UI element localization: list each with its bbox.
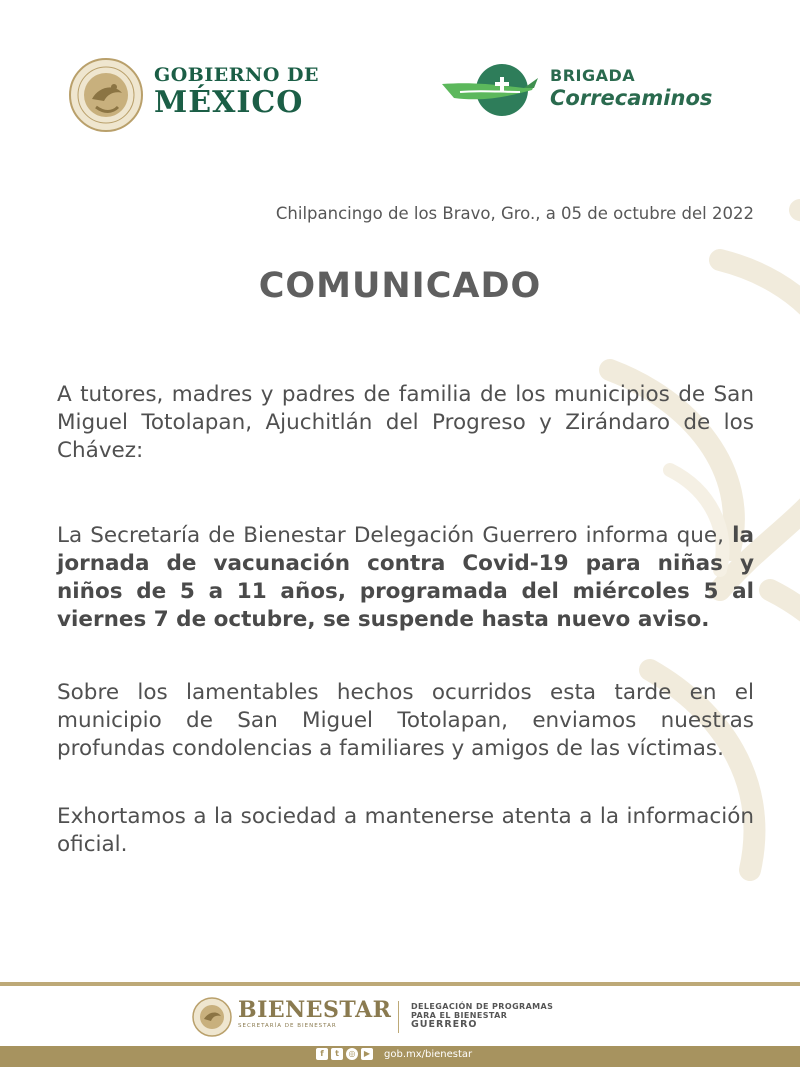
brigada-correcaminos-wordmark xyxy=(550,68,712,109)
footer-rule xyxy=(0,982,800,986)
exhortation-paragraph: Exhortamos a la sociedad a mantenerse atenta a la información oficial. xyxy=(57,804,754,857)
place-and-date: Chilpancingo de los Bravo, Gro., a 05 de octubre del 2022 xyxy=(275,204,754,223)
delegacion-line-1: DELEGACIÓN DE PROGRAMAS xyxy=(411,1002,554,1011)
delegacion-line-2: PARA EL BIENESTAR xyxy=(411,1011,508,1021)
delegacion-line-3: GUERRERO xyxy=(411,1019,478,1031)
condolences-paragraph: Sobre los lamentables hechos ocurridos esta tarde en el municipio de San Miguel Totolapan, enviamos nuestras profundas condolencias a familiares y amigos de las víctimas. xyxy=(57,680,754,761)
announcement-bold-text: la jornada de vacunación contra Covid-19 para niñas y niños de 5 a 11 años, programada del miércoles 5 al viernes 7 de octubre, se suspende hasta nuevo aviso. xyxy=(57,523,754,632)
bienestar-label: BIENESTAR xyxy=(238,997,392,1023)
brigada-correcaminos-logo-icon xyxy=(440,62,540,118)
announcement-intro: La Secretaría de Bienestar Delegación Guerrero informa que, xyxy=(57,523,733,548)
secretaria-label: SECRETARÍA DE BIENESTAR xyxy=(238,1023,337,1029)
announcement-paragraph xyxy=(57,522,754,634)
mexico-label: MÉXICO xyxy=(154,85,304,120)
delegacion-label-block xyxy=(411,1002,553,1031)
instagram-icon[interactable]: ◎ xyxy=(346,1048,358,1060)
document-title: COMUNICADO xyxy=(258,266,542,306)
gobierno-label: GOBIERNO DE xyxy=(154,64,319,86)
mexico-coat-of-arms-icon xyxy=(68,57,144,133)
brigada-label: BRIGADA xyxy=(550,66,636,85)
addressees-paragraph: A tutores, madres y padres de familia de los municipios de San Miguel Totolapan, Ajuchitlán del Progreso y Zirándaro de los Chávez: xyxy=(57,382,754,463)
correcaminos-label: Correcaminos xyxy=(550,86,713,110)
website-link[interactable]: gob.mx/bienestar xyxy=(384,1049,473,1060)
footer-divider xyxy=(398,1001,399,1033)
social-icons xyxy=(316,1048,373,1060)
bienestar-seal-icon xyxy=(192,997,232,1037)
gobierno-de-mexico-logo xyxy=(154,66,319,118)
facebook-icon[interactable]: f xyxy=(316,1048,328,1060)
twitter-icon[interactable]: t xyxy=(331,1048,343,1060)
bienestar-wordmark xyxy=(238,999,391,1030)
youtube-icon[interactable]: ▶ xyxy=(361,1048,373,1060)
